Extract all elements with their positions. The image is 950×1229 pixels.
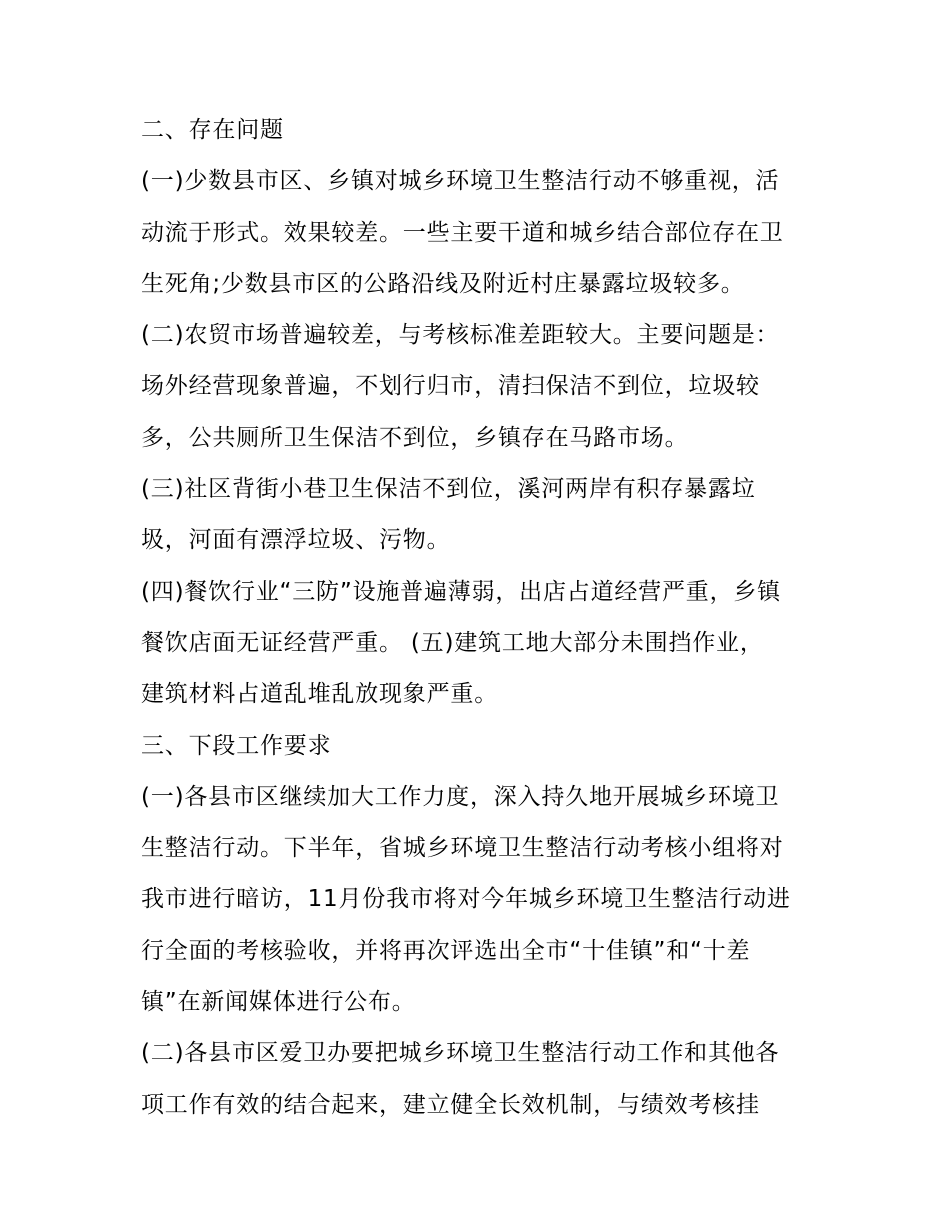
paragraph-line: 项工作有效的结合起来，建立健全长效机制，与绩效考核挂: [141, 1091, 760, 1118]
section-heading-problems: 二、存在问题: [141, 117, 284, 143]
paragraph-line: (一)各县市区继续加大工作力度，深入持久地开展城乡环境卫: [141, 783, 780, 810]
paragraph-line: 场外经营现象普遍，不划行归市，清扫保洁不到位，垃圾较: [141, 373, 760, 400]
paragraph-line: 行全面的考核验收，并将再次评选出全市“十佳镇”和“十差: [141, 937, 751, 964]
paragraph-line: 生整洁行动。下半年，省城乡环境卫生整洁行动考核小组将对: [141, 835, 784, 862]
paragraph-line: (一)少数县市区、乡镇对城乡环境卫生整洁行动不够重视，活: [141, 168, 780, 195]
paragraph-line: 生死角;少数县市区的公路沿线及附近村庄暴露垃圾较多。: [141, 270, 745, 297]
paragraph-line: (二)各县市区爱卫办要把城乡环境卫生整洁行动工作和其他各: [141, 1040, 780, 1067]
paragraph-line: 我市进行暗访，11月份我市将对今年城乡环境卫生整洁行动进: [141, 886, 791, 913]
paragraph-line: (二)农贸市场普遍较差，与考核标准差距较大。主要问题是：: [141, 322, 780, 349]
paragraph-line: 多，公共厕所卫生保洁不到位，乡镇存在马路市场。: [141, 424, 689, 451]
paragraph-line: 餐饮店面无证经营严重。 (五)建筑工地大部分未围挡作业，: [141, 629, 764, 656]
paragraph-line: (四)餐饮行业“三防”设施普遍薄弱，出店占道经营严重，乡镇: [141, 578, 781, 605]
paragraph-line: 圾，河面有漂浮垃圾、污物。: [141, 527, 451, 554]
paragraph-line: 镇”在新闻媒体进行公布。: [141, 989, 416, 1016]
paragraph-line: (三)社区背街小巷卫生保洁不到位，溪河两岸有积存暴露垃: [141, 476, 756, 503]
section-heading-requirements: 三、下段工作要求: [141, 732, 332, 759]
document-body: [141, 110, 821, 1136]
paragraph-line: 建筑材料占道乱堆乱放现象严重。: [141, 681, 498, 708]
paragraph-line: 动流于形式。效果较差。一些主要干道和城乡结合部位存在卫: [141, 219, 784, 246]
